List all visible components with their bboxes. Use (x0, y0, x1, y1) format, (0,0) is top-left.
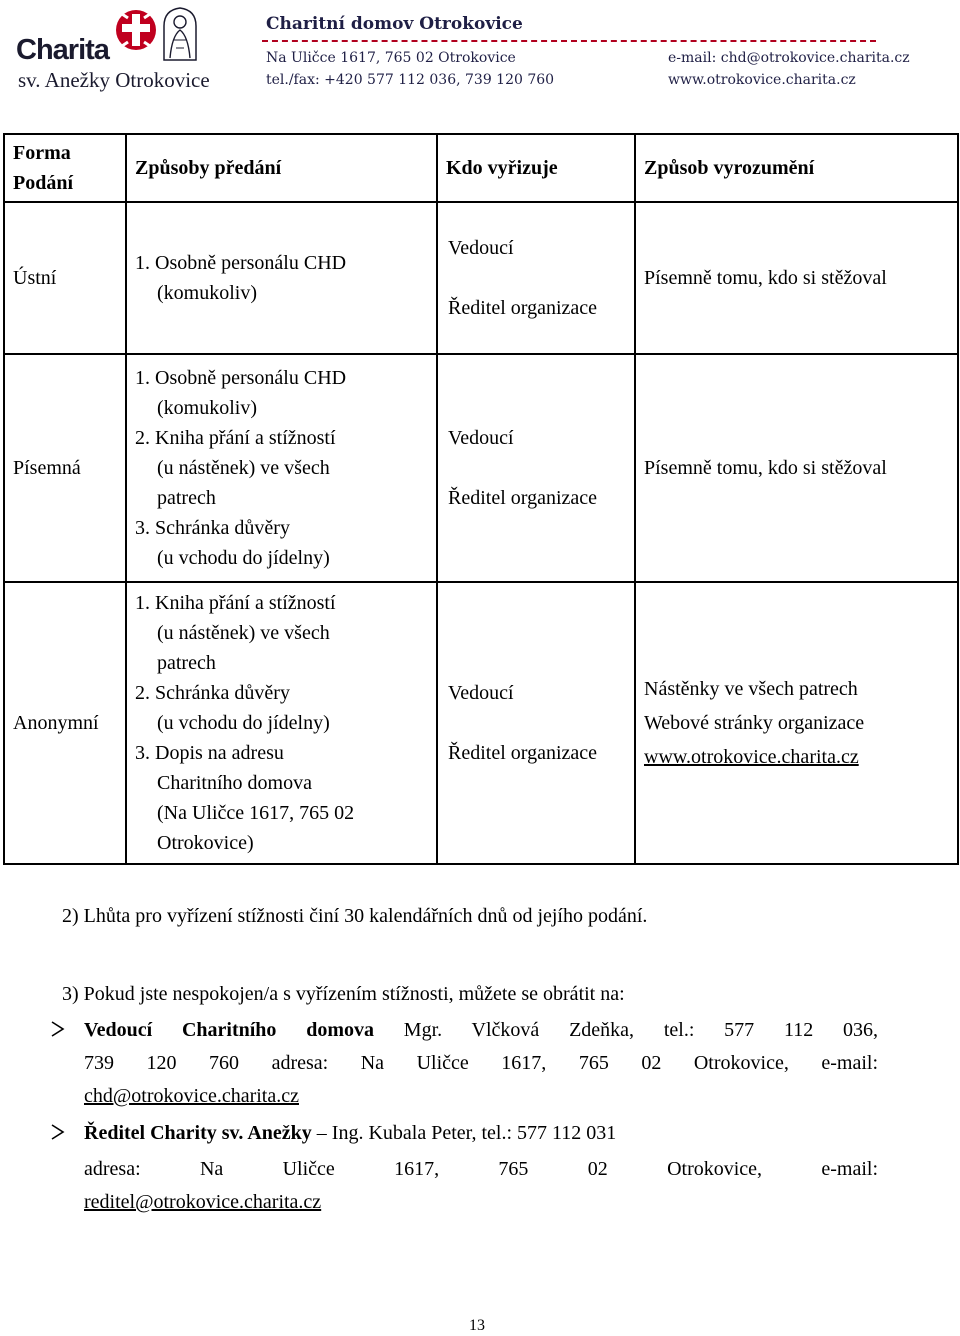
table-row (4, 202, 958, 354)
header-address: Na Uličce 1617, 765 02 Otrokovice (266, 50, 516, 66)
notify-cell: Písemně tomu, kdo si stěžoval (635, 202, 958, 354)
notify-cell: Nástěnky ve všech patrech Webové stránky organizace www.otrokovice.charita.cz (635, 582, 958, 864)
header-ways: Způsoby předání (126, 134, 437, 202)
director-email-link[interactable]: reditel@otrokovice.charita.cz (84, 1191, 322, 1213)
methods-cell: 1. Osobně personálu CHD (komukoliv) 2. Kniha přání a stížností (u nástěnek) ve všech patrech 3. Schránka důvěry (u vchodu do jídelny) (126, 354, 437, 582)
table-row (4, 354, 958, 582)
logo-subtitle: sv. Anežky Otrokovice (18, 68, 210, 92)
header-email[interactable]: e-mail: chd@otrokovice.charita.cz (668, 50, 910, 66)
page-number: 13 (469, 1317, 485, 1334)
header-divider (262, 40, 876, 42)
complaints-table (3, 133, 959, 865)
organization-name: Charitní domov Otrokovice (266, 14, 523, 34)
who-cell: Vedoucí Ředitel organizace (437, 582, 635, 864)
manager-email-link[interactable]: chd@otrokovice.charita.cz (84, 1085, 299, 1107)
letterhead (0, 0, 960, 100)
cross-icon (114, 8, 158, 52)
appeal-paragraph: 3) Pokud jste nespokojen/a s vyřízením stížnosti, můžete se obrátit na: (62, 983, 625, 1005)
saint-figure-icon (160, 6, 200, 62)
who-cell: Vedoucí Ředitel organizace (437, 354, 635, 582)
header-who: Kdo vyřizuje (437, 134, 635, 202)
table-row (4, 582, 958, 864)
header-notify: Způsob vyrozumění (635, 134, 958, 202)
logo-wordmark: Charita (16, 34, 109, 66)
header-website[interactable]: www.otrokovice.charita.cz (668, 72, 856, 88)
arrow-bullet-icon (50, 1123, 66, 1141)
charita-logo (10, 6, 246, 90)
form-cell: Anonymní (4, 582, 126, 864)
header-forma: Forma Podání (4, 134, 126, 202)
who-cell: Vedoucí Ředitel organizace (437, 202, 635, 354)
notify-cell: Písemně tomu, kdo si stěžoval (635, 354, 958, 582)
arrow-bullet-icon (50, 1020, 66, 1038)
deadline-paragraph: 2) Lhůta pro vyřízení stížnosti činí 30 kalendářních dnů od jejího podání. (62, 905, 648, 927)
table-header-row (4, 134, 958, 202)
methods-cell: 1. Kniha přání a stížností (u nástěnek) ve všech patrech 2. Schránka důvěry (u vchodu do jídelny) 3. Dopis na adresu Charitního domova (Na Uličce 1617, 765 02 Otrokovice) (126, 582, 437, 864)
form-cell: Ústní (4, 202, 126, 354)
methods-cell: 1. Osobně personálu CHD (komukoliv) (126, 202, 437, 354)
form-cell: Písemná (4, 354, 126, 582)
website-link[interactable]: www.otrokovice.charita.cz (644, 746, 859, 768)
header-phone: tel./fax: +420 577 112 036, 739 120 760 (266, 72, 555, 88)
